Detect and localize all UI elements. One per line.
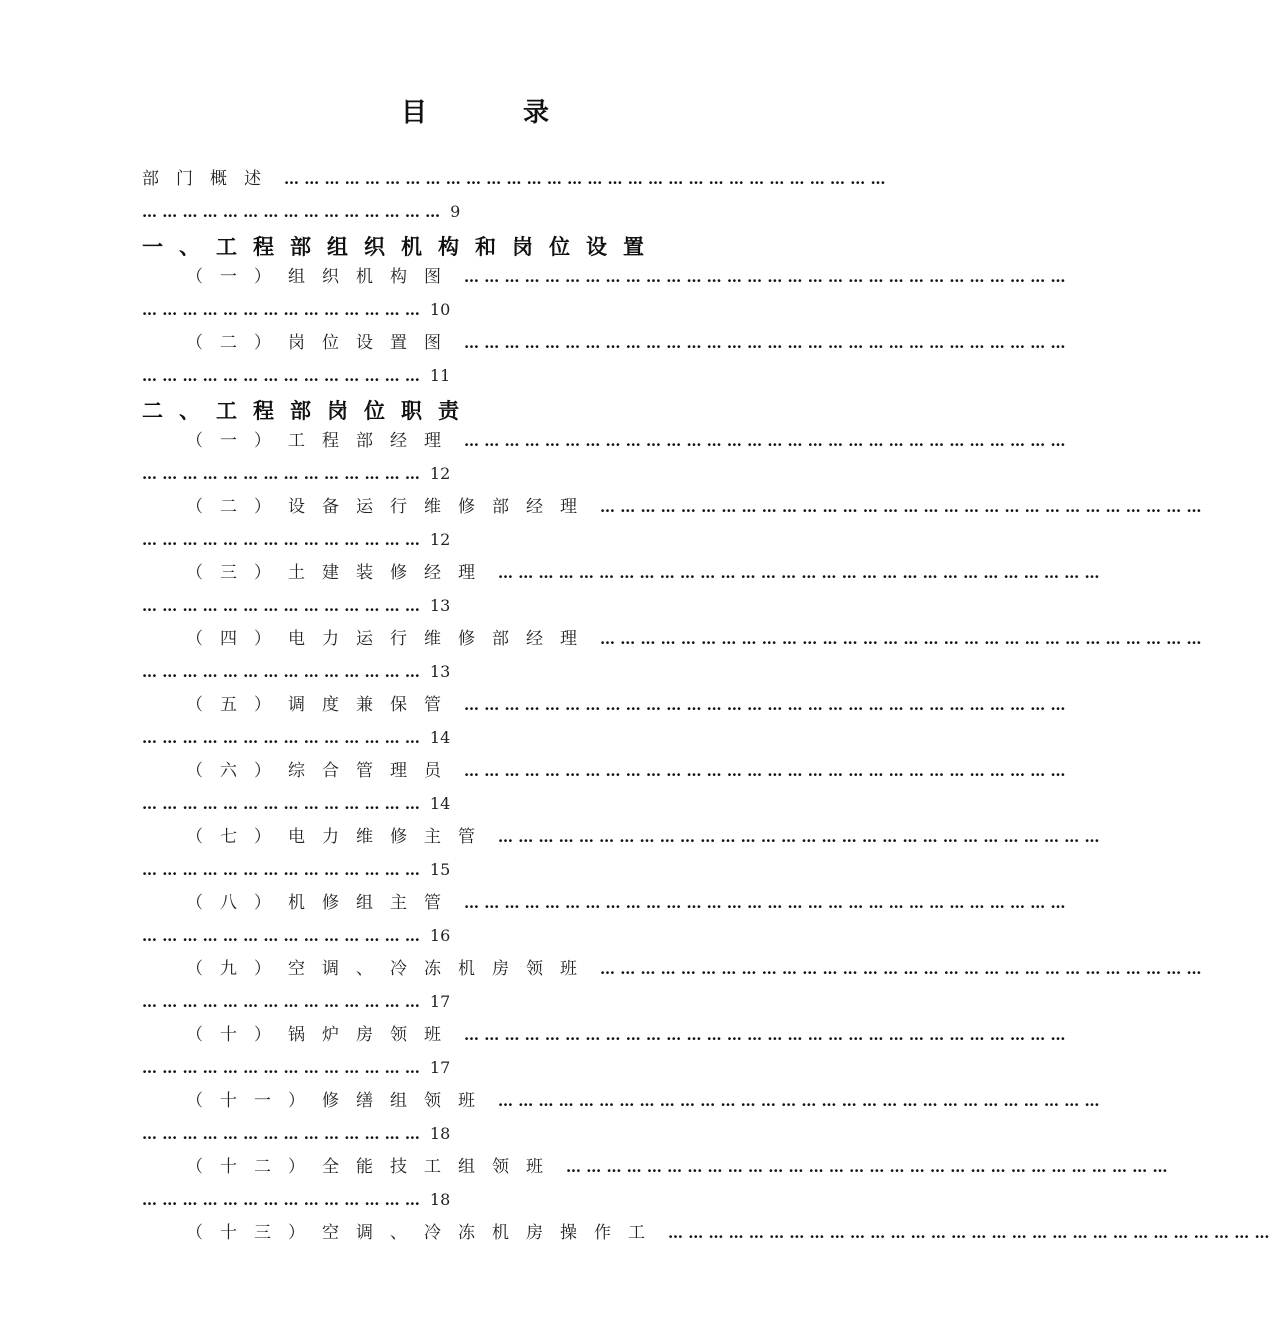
toc-entry-continuation <box>142 527 450 553</box>
toc-entry-continuation <box>142 1055 450 1081</box>
toc-entry[interactable] <box>186 824 1100 850</box>
toc-entry-label: （十）锅炉房领班 <box>186 1025 458 1045</box>
toc-title-char-2: 录 <box>523 98 550 128</box>
toc-page-number: 15 <box>429 860 451 879</box>
dot-leader: … … … … … … … … … … … … … … … … … … … … … … … … … … … … … … <box>464 334 1066 352</box>
toc-page-number: 18 <box>429 1190 451 1209</box>
toc-page-number: 13 <box>429 662 451 681</box>
toc-entry-label: （一）工程部经理 <box>186 431 458 451</box>
toc-entry[interactable] <box>186 1220 1269 1246</box>
toc-entry-label: （四）电力运行维修部经理 <box>186 629 594 649</box>
toc-page-number: 9 <box>450 202 461 221</box>
toc-entry-continuation <box>142 989 450 1015</box>
toc-entry[interactable] <box>186 264 1066 290</box>
dot-leader: … … … … … … … … … … … … … … … … … … … … … … … … … … … … … … <box>464 268 1066 286</box>
toc-page-number: 17 <box>429 992 451 1011</box>
dot-leader: … … … … … … … … … … … … … … <box>142 597 420 615</box>
toc-entry-continuation <box>142 461 450 487</box>
toc-entry-continuation <box>142 363 450 389</box>
toc-entry[interactable] <box>186 626 1202 652</box>
dot-leader: … … … … … … … … … … … … … … <box>142 993 420 1011</box>
toc-page-number: 14 <box>429 728 451 747</box>
dot-leader: … … … … … … … … … … … … … … <box>142 729 420 747</box>
toc-entry-label: （六）综合管理员 <box>186 761 458 781</box>
dot-leader: … … … … … … … … … … … … … … <box>142 1125 420 1143</box>
toc-entry-label: （五）调度兼保管 <box>186 695 458 715</box>
dot-leader: … … … … … … … … … … … … … … <box>142 1059 420 1077</box>
toc-page-number: 13 <box>429 596 451 615</box>
toc-entry[interactable] <box>186 890 1066 916</box>
toc-entry[interactable] <box>142 166 886 192</box>
dot-leader: … … … … … … … … … … … … … … <box>142 301 420 319</box>
dot-leader: … … … … … … … … … … … … … … <box>142 927 420 945</box>
toc-entry-label: （一）组织机构图 <box>186 267 458 287</box>
dot-leader: … … … … … … … … … … … … … … … … … … … … … … … … … … … … … … <box>498 1092 1100 1110</box>
toc-entry[interactable] <box>186 560 1100 586</box>
dot-leader: … … … … … … … … … … … … … … <box>142 795 420 813</box>
toc-entry[interactable] <box>186 1022 1066 1048</box>
toc-entry[interactable] <box>186 428 1066 454</box>
toc-entry-continuation <box>142 1121 450 1147</box>
toc-entry-continuation <box>142 791 450 817</box>
section-heading: 一、工程部组织机构和岗位设置 <box>142 234 660 259</box>
toc-page-number: 12 <box>429 530 451 549</box>
section-heading: 二、工程部岗位职责 <box>142 398 475 423</box>
dot-leader: … … … … … … … … … … … … … … <box>142 367 420 385</box>
dot-leader: … … … … … … … … … … … … … … … … … … … … … … … … … … … … … … <box>498 828 1100 846</box>
toc-entry[interactable] <box>186 494 1202 520</box>
toc-page-number: 16 <box>429 926 451 945</box>
dot-leader: … … … … … … … … … … … … … … … … … … … … … … … … … … … … … … <box>668 1224 1269 1242</box>
dot-leader: … … … … … … … … … … … … … … <box>142 861 420 879</box>
dot-leader: … … … … … … … … … … … … … … … … … … … … … … … … … … … … … … <box>464 1026 1066 1044</box>
toc-entry[interactable] <box>186 758 1066 784</box>
toc-page-number: 14 <box>429 794 451 813</box>
toc-entry[interactable] <box>186 1088 1100 1114</box>
toc-entry-continuation <box>142 199 460 225</box>
dot-leader: … … … … … … … … … … … … … … … … … … … … … … … … … … … … … … <box>566 1158 1168 1176</box>
toc-title-char-1: 目 <box>400 98 427 128</box>
dot-leader: … … … … … … … … … … … … … … … … … … … … … … … … … … … … … … <box>600 960 1202 978</box>
dot-leader: … … … … … … … … … … … … … … … … … … … … … … … … … … … … … … <box>464 894 1066 912</box>
toc-entry-continuation <box>142 593 450 619</box>
dot-leader: … … … … … … … … … … … … … … <box>142 1191 420 1209</box>
toc-page-number: 10 <box>429 300 451 319</box>
toc-entry-label: （十三）空调、冷冻机房操作工 <box>186 1223 662 1243</box>
toc-entry-continuation <box>142 297 450 323</box>
toc-entry-label: （三）土建装修经理 <box>186 563 492 583</box>
toc-entry-label: （二）设备运行维修部经理 <box>186 497 594 517</box>
toc-entry-continuation <box>142 857 450 883</box>
toc-title <box>0 96 950 130</box>
toc-entry-label: （十一）修缮组领班 <box>186 1091 492 1111</box>
dot-leader: … … … … … … … … … … … … … … … … … … … … … … … … … … … … … … <box>464 696 1066 714</box>
dot-leader: … … … … … … … … … … … … … … … … … … … … … … … … … … … … … … <box>498 564 1100 582</box>
dot-leader: … … … … … … … … … … … … … … <box>142 531 420 549</box>
dot-leader: … … … … … … … … … … … … … … … … … … … … … … … … … … … … … … <box>284 170 886 188</box>
toc-entry-label: （二）岗位设置图 <box>186 333 458 353</box>
toc-entry[interactable] <box>186 956 1202 982</box>
toc-entry-continuation <box>142 923 450 949</box>
dot-leader: … … … … … … … … … … … … … … … <box>142 203 441 221</box>
toc-entry-continuation <box>142 659 450 685</box>
toc-entry-continuation <box>142 725 450 751</box>
toc-entry-label: 部门概述 <box>142 169 278 189</box>
toc-entry-label: （七）电力维修主管 <box>186 827 492 847</box>
dot-leader: … … … … … … … … … … … … … … … … … … … … … … … … … … … … … … <box>600 630 1202 648</box>
toc-page-number: 11 <box>429 366 451 385</box>
dot-leader: … … … … … … … … … … … … … … … … … … … … … … … … … … … … … … <box>600 498 1202 516</box>
toc-entry-label: （八）机修组主管 <box>186 893 458 913</box>
toc-entry-continuation <box>142 1187 450 1213</box>
toc-entry-label: （十二）全能技工组领班 <box>186 1157 560 1177</box>
toc-entry[interactable] <box>186 330 1066 356</box>
dot-leader: … … … … … … … … … … … … … … <box>142 465 420 483</box>
toc-entry[interactable] <box>186 692 1066 718</box>
toc-page-number: 18 <box>429 1124 451 1143</box>
dot-leader: … … … … … … … … … … … … … … … … … … … … … … … … … … … … … … <box>464 762 1066 780</box>
toc-entry[interactable] <box>186 1154 1168 1180</box>
toc-entry-label: （九）空调、冷冻机房领班 <box>186 959 594 979</box>
dot-leader: … … … … … … … … … … … … … … <box>142 663 420 681</box>
toc-page-number: 17 <box>429 1058 451 1077</box>
dot-leader: … … … … … … … … … … … … … … … … … … … … … … … … … … … … … … <box>464 432 1066 450</box>
toc-page-number: 12 <box>429 464 451 483</box>
